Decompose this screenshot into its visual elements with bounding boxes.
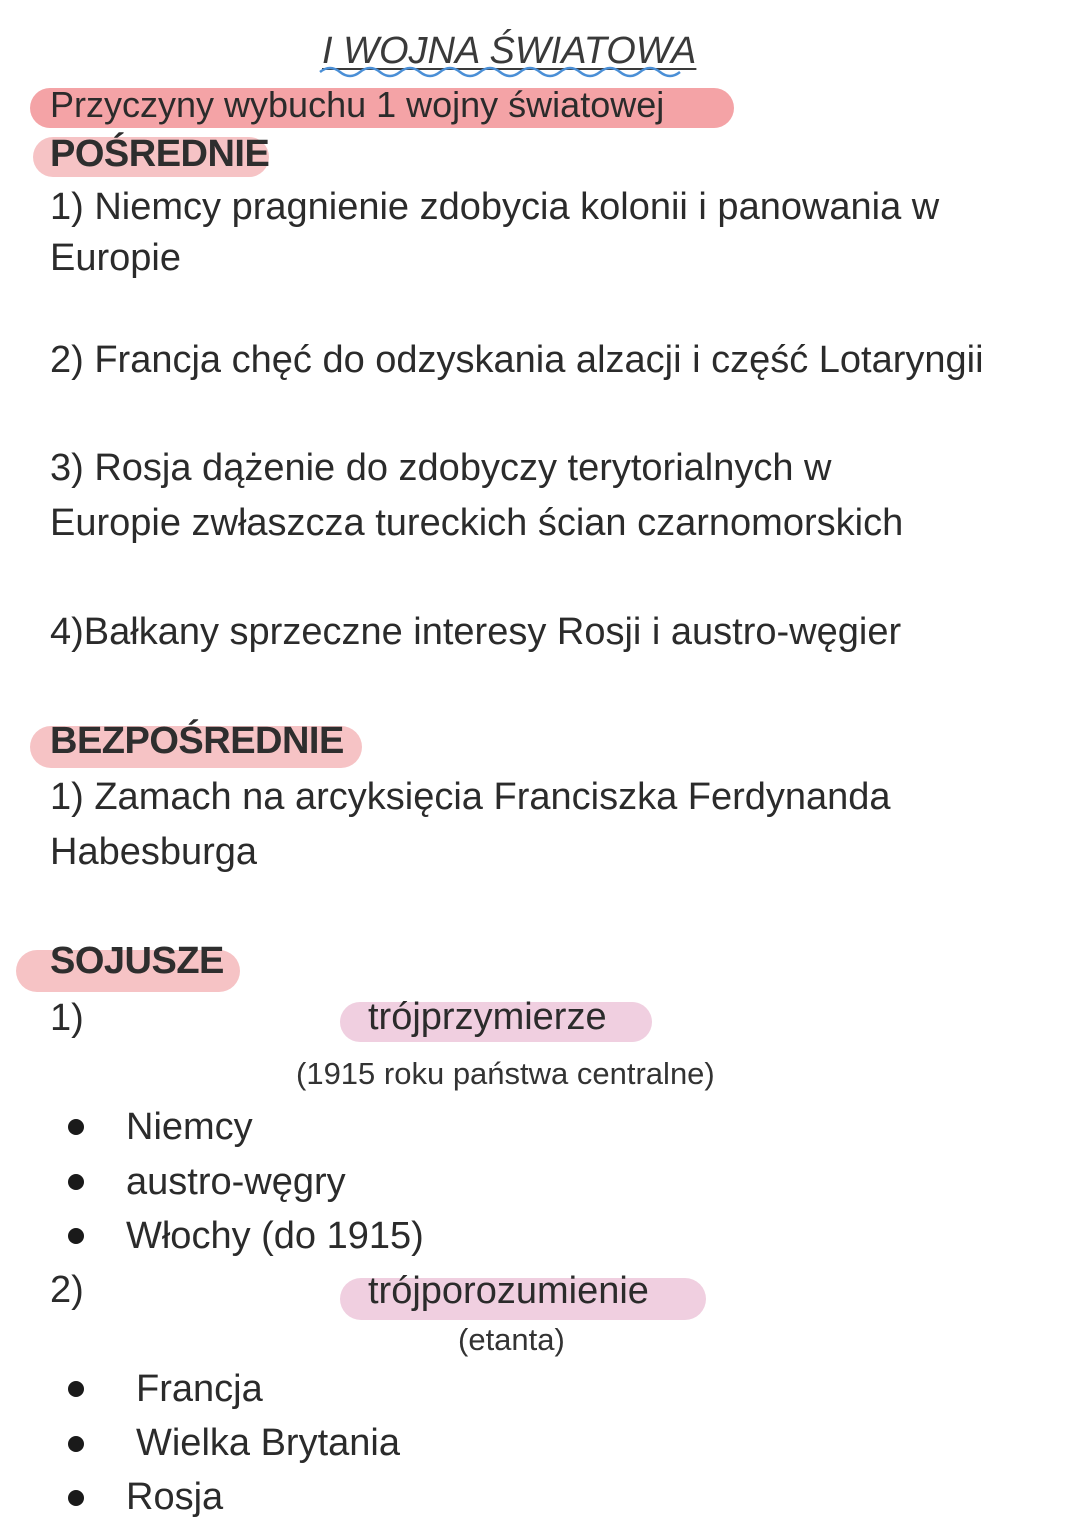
causes-heading: Przyczyny wybuchu 1 wojny światowej	[50, 84, 665, 125]
alliance-2-note: (etanta)	[458, 1322, 565, 1357]
indirect-heading: POŚREDNIE	[50, 133, 270, 175]
indirect-item-1-line2: Europie	[50, 237, 181, 279]
alliance-2-name: trójporozumienie	[368, 1270, 649, 1312]
direct-heading: BEZPOŚREDNIE	[50, 720, 344, 762]
alliance-1-name: trójprzymierze	[368, 996, 607, 1038]
title-wavy-underline	[318, 64, 698, 80]
bullet-icon	[68, 1228, 84, 1244]
alliance-2-member-2: Wielka Brytania	[136, 1422, 400, 1464]
page-title: I WOJNA ŚWIATOWA	[322, 30, 697, 72]
alliance-1-member-1: Niemcy	[126, 1106, 253, 1148]
alliance-1-member-2: austro-węgry	[126, 1161, 346, 1203]
bullet-icon	[68, 1119, 84, 1135]
alliance-2-member-3: Rosja	[126, 1476, 224, 1518]
alliance-2-number: 2)	[50, 1269, 84, 1311]
indirect-item-3-line2: Europie zwłaszcza tureckich ścian czarnomorskich	[50, 502, 904, 544]
bullet-icon	[68, 1436, 84, 1452]
indirect-item-3-line1: 3) Rosja dążenie do zdobyczy terytorialnych w	[50, 447, 832, 489]
direct-item-1-line1: 1) Zamach na arcyksięcia Franciszka Ferdynanda	[50, 776, 891, 818]
bullet-icon	[68, 1174, 84, 1190]
indirect-item-2: 2) Francja chęć do odzyskania alzacji i część Lotaryngii	[50, 339, 984, 381]
bullet-icon	[68, 1490, 84, 1506]
alliance-2-member-1: Francja	[136, 1368, 263, 1410]
indirect-item-1-line1: 1) Niemcy pragnienie zdobycia kolonii i panowania w	[50, 186, 940, 228]
indirect-item-4: 4)Bałkany sprzeczne interesy Rosji i austro-węgier	[50, 611, 902, 653]
bullet-icon	[68, 1381, 84, 1397]
alliances-heading: SOJUSZE	[50, 940, 224, 982]
alliance-1-number: 1)	[50, 997, 84, 1039]
alliance-1-member-3: Włochy (do 1915)	[126, 1215, 424, 1257]
alliance-1-note: (1915 roku państwa centralne)	[296, 1056, 715, 1091]
direct-item-1-line2: Habesburga	[50, 831, 258, 873]
